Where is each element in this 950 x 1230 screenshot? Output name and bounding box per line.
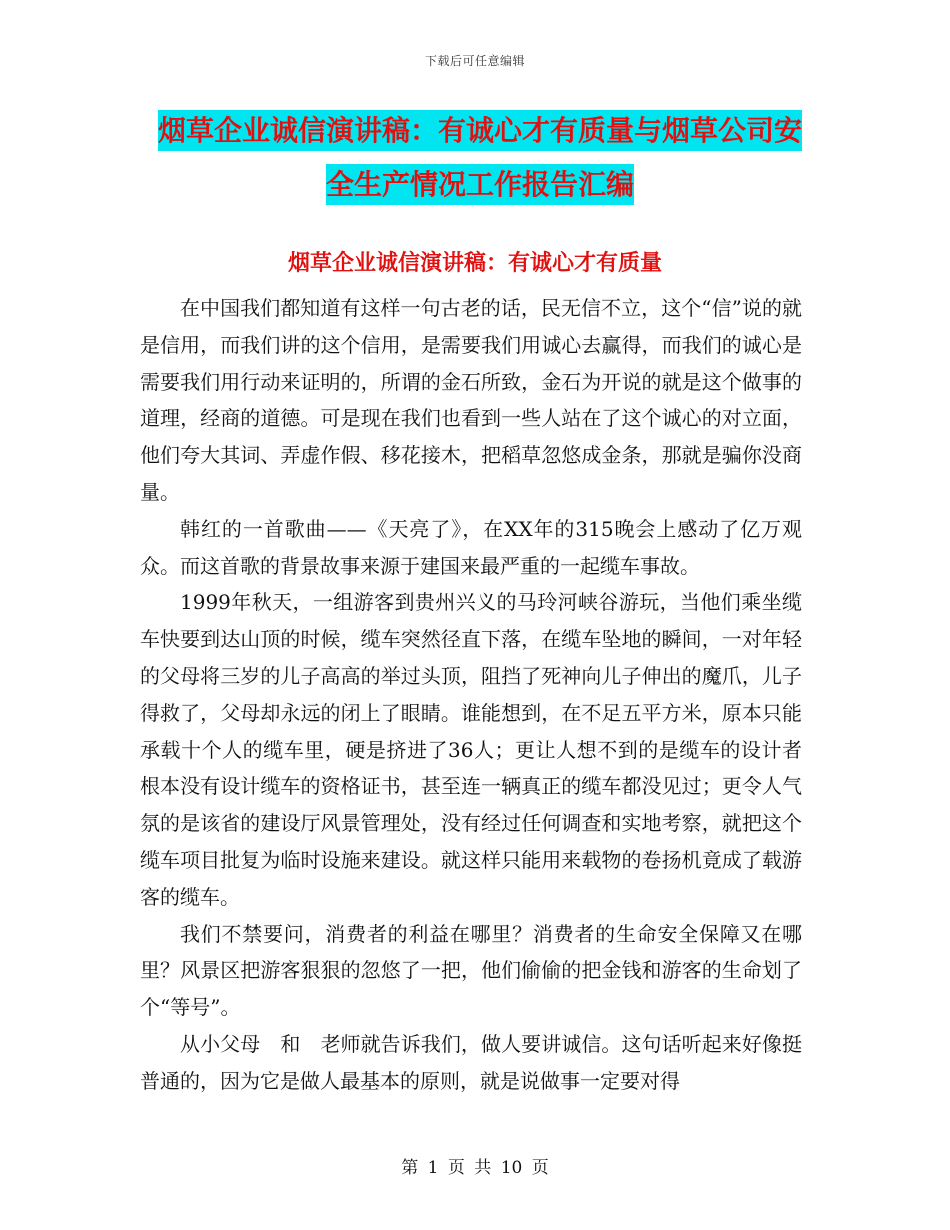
paragraph: 我们不禁要问，消费者的利益在哪里？消费者的生命安全保障又在哪里？风景区把游客狠狠的忽悠了一把，他们偷偷的把金钱和游客的生命划了个“等号”。 bbox=[140, 921, 802, 1020]
document-title-line-1: 烟草企业诚信演讲稿：有诚心才有质量与烟草公司安 bbox=[158, 110, 802, 151]
body-text bbox=[140, 290, 802, 1100]
document-title bbox=[140, 104, 820, 212]
page-footer: 第 1 页 共 10 页 bbox=[401, 1158, 549, 1178]
paragraph: 1999年秋天，一组游客到贵州兴义的马玲河峡谷游玩，当他们乘坐缆车快要到达山顶的时候，缆车突然径直下落，在缆车坠地的瞬间，一对年轻的父母将三岁的儿子高高的举过头顶，阻挡了死神向儿子伸出的魔爪，儿子得救了，父母却永远的闭上了眼睛。谁能想到，在不足五平方米，原本只能承载十个人的缆车里，硬是挤进了36人；更让人想不到的是缆车的设计者根本没有设计缆车的资格证书，甚至连一辆真正的缆车都没见过；更令人气氛的是该省的建设厅风景管理处，没有经过任何调查和实地考察，就把这个缆车项目批复为临时设施来建设。就这样只能用来载物的卷扬机竟成了载游客的缆车。 bbox=[140, 590, 802, 909]
section-title: 烟草企业诚信演讲稿：有诚心才有质量 bbox=[287, 251, 662, 276]
document-title-line-2: 全生产情况工作报告汇编 bbox=[326, 164, 634, 205]
paragraph: 从小父母 和 老师就告诉我们，做人要讲诚信。这句话听起来好像挺普通的，因为它是做人最基本的原则，就是说做事一定要对得 bbox=[140, 1031, 802, 1093]
paragraph: 韩红的一首歌曲——《天亮了》，在XX年的315晚会上感动了亿万观众。而这首歌的背景故事来源于建国来最严重的一起缆车事故。 bbox=[140, 516, 802, 578]
paragraph: 在中国我们都知道有这样一句古老的话，民无信不立，这个“信”说的就是信用，而我们讲的这个信用，是需要我们用诚心去赢得，而我们的诚心是需要我们用行动来证明的，所谓的金石所致，金石为开说的就是这个做事的道理，经商的道德。可是现在我们也看到一些人站在了这个诚心的对立面，他们夸大其词、弄虚作假、移花接木，把稻草忽悠成金条，那就是骗你没商量。 bbox=[140, 296, 802, 504]
header-note: 下载后可任意编辑 bbox=[424, 54, 525, 68]
